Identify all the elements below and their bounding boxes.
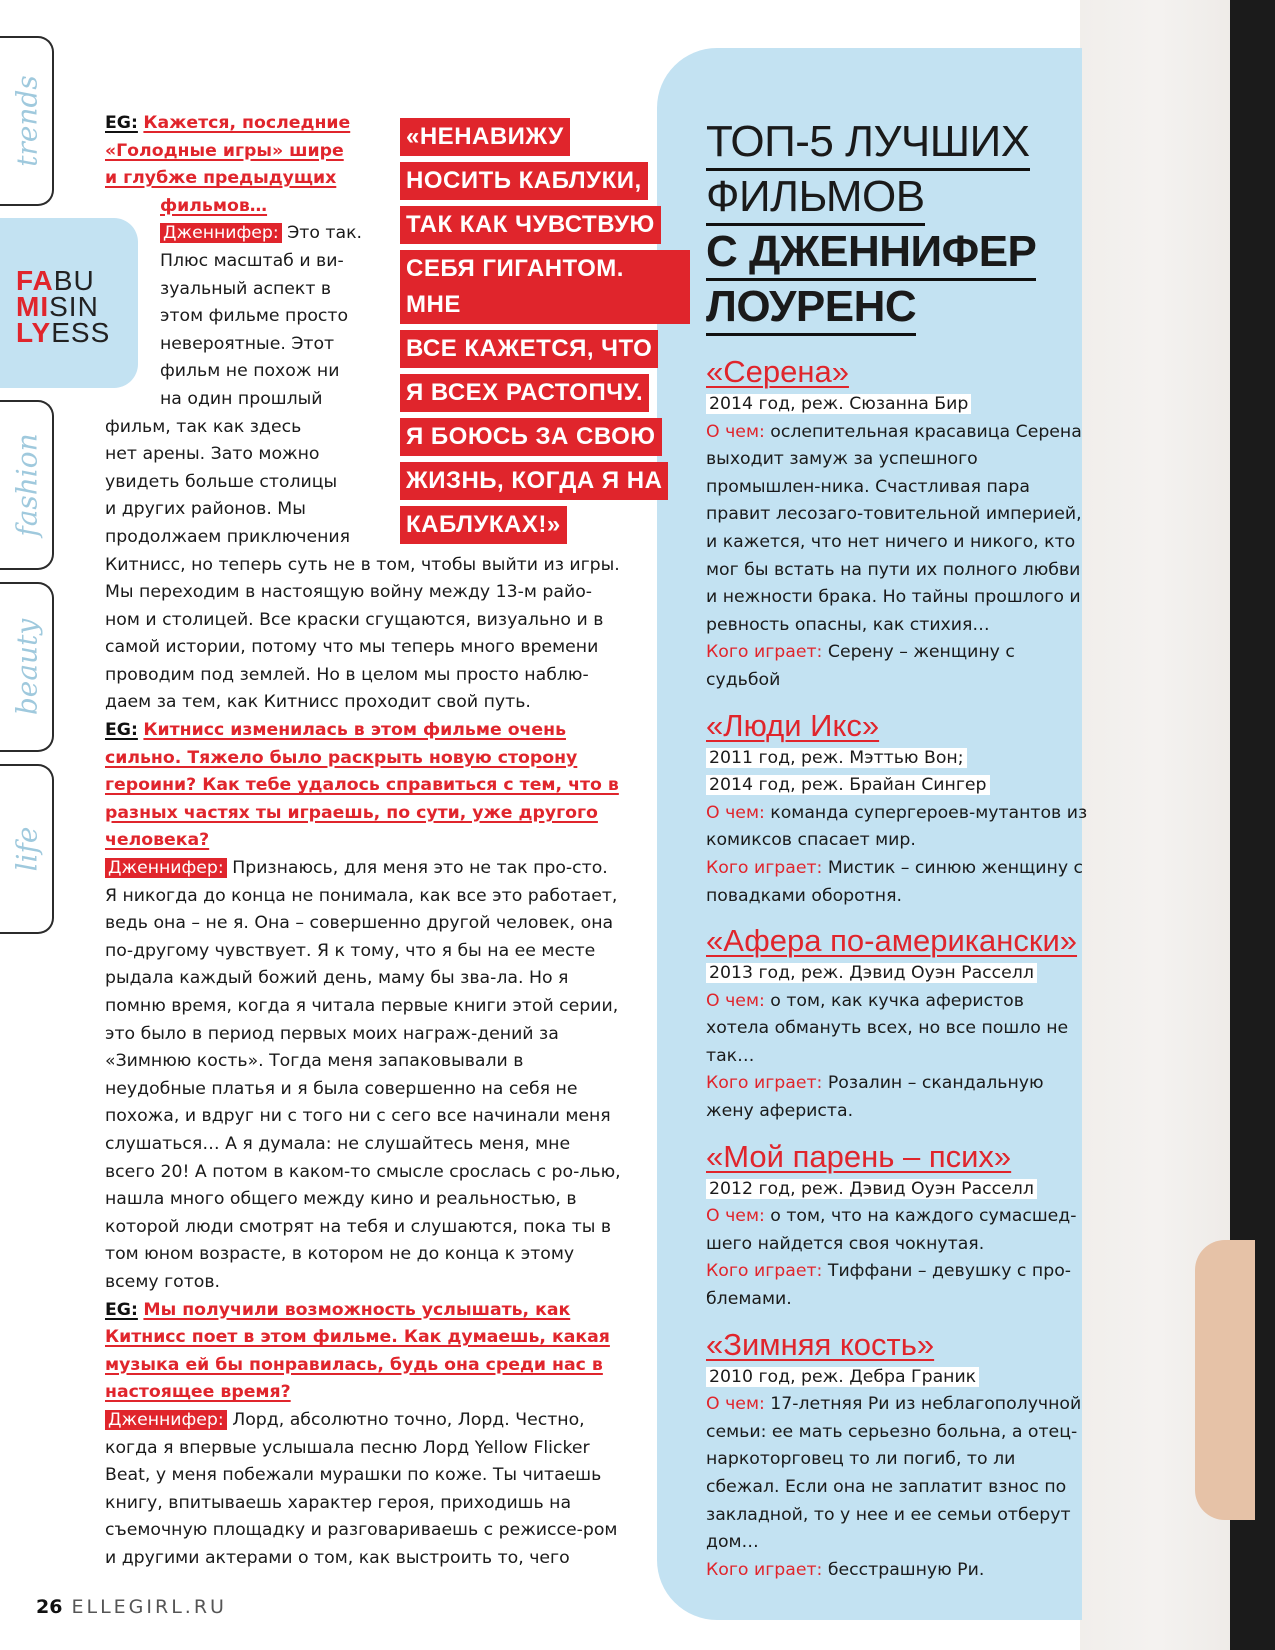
page-footer: [36, 1596, 227, 1618]
question-1-line: «Голодные игры» шире: [105, 140, 344, 161]
tab-label: fashion: [10, 433, 44, 537]
film-about: ослепительная красавица Серена выходит замуж за успешного промышлен-ника. Счастливая пара правит лесозаго-товительной империей, и кажется, что нет ничего и никого, кто мог бы встать на пути их полного любви и нежности брака. Но тайны прошлого и ревность опасны, как стихия…: [706, 421, 1082, 635]
answer-2: Дженнифер: Признаюсь, для меня это не так про-сто. Я никогда до конца не понимала, как все это работает, ведь она – не я. Она – совершенно другой человек, она по-другому чувствует. Я к тому, что я бы на ее месте рыдала каждый божий день, маму бы зва-ла. Но я помню время, когда я читала первые книги этой серии, это было в период первых моих награж-дений за «Зимнюю кость». Тогда меня запаковывали в неудобные платья и я была совершенно на себя не похожа, и вдруг ни с того ни с сего все начинали меня слушаться… А я думала: не слушайтесь меня, мне всего 20! А потом в каком-то смысле срослась с ро-лью, нашла много общего между кино и реальностью, в которой люди смотрят на тебя и слушаются, пока ты в том юном возрасте, в котором не до конца к этому всему готов.: [105, 858, 621, 1292]
pull-quote: [400, 118, 690, 550]
answer-3: Дженнифер: Лорд, абсолютно точно, Лорд. Честно, когда я впервые услышала песню Лорд Yellow Flicker Beat, у меня побежали мурашки по коже. Ты читаешь книгу, впитываешь характер героя, приходишь на съемочную площадку и разговариваешь с режиссе-ром и другими актерами о том, как выстроить то, чего: [105, 1409, 618, 1568]
films-list: [706, 355, 1091, 1598]
heading-line: С ДЖЕННИФЕР: [706, 226, 1036, 281]
pull-quote-line: СЕБЯ ГИГАНТОМ. МНЕ: [400, 250, 690, 324]
film-item: «Афера по-американски» 2013 год, реж. Дэвид Оуэн Расселл О чем: о том, как кучка аферистов хотела обмануть всех, но все пошло не так… Кого играет: Розалин – скандальную жену афериста.: [706, 924, 1091, 1126]
pull-quote-line: НОСИТЬ КАБЛУКИ,: [400, 162, 648, 200]
film-about: о том, что на каждого сумасшед-шего найдется своя чокнутая.: [706, 1206, 1077, 1254]
film-meta: 2010 год, реж. Дебра Граник: [706, 1367, 979, 1387]
answer-line: невероятные. Этот: [160, 333, 335, 354]
fabulous-logo: FABU MISIN LYESS: [16, 265, 111, 348]
site-url[interactable]: ELLEGIRL.RU: [62, 1596, 227, 1618]
film-title: «Серена»: [706, 354, 849, 389]
answer-line: фильм, так как здесь: [105, 416, 302, 437]
tab-life[interactable]: [0, 764, 54, 934]
photo-hand: [1195, 1240, 1255, 1520]
film-about: 17-летняя Ри из неблагополучной семьи: ее мать серьезно больна, а отец-наркоторговец то ли погиб, то ли сбежал. Если она не заплатит взнос по закладной, то у нее и ее семьи отберут дом…: [706, 1394, 1082, 1553]
answer-line: и других районов. Мы: [105, 499, 306, 520]
answer-1: Дженнифер: Это так.: [105, 220, 405, 248]
film-role: бесстрашную Ри.: [822, 1559, 985, 1580]
film-meta: 2014 год, реж. Сюзанна Бир: [706, 394, 971, 414]
film-title: «Мой парень – псих»: [706, 1138, 1012, 1174]
pull-quote-line: ВСЕ КАЖЕТСЯ, ЧТО: [400, 330, 658, 368]
top5-heading: [706, 116, 1096, 336]
pull-quote-line: ТАК КАК ЧУВСТВУЮ: [400, 206, 661, 244]
answer-line: зуальный аспект в: [160, 278, 332, 299]
pull-quote-line: КАБЛУКАХ!»: [400, 506, 567, 544]
question-2: EG: Китнисс изменилась в этом фильме очень сильно. Тяжело было раскрыть новую сторону героини? Как тебе удалось справиться с тем, что в разных частях ты играешь, по сути, уже другого человека?: [105, 720, 619, 851]
film-role: Тиффани – девушку с про-блемами.: [706, 1261, 1072, 1310]
tab-label: beauty: [10, 618, 44, 716]
section-tabs: [0, 36, 56, 941]
film-role: Розалин – скандальную жену афериста.: [706, 1073, 1044, 1122]
film-meta: 2011 год, реж. Мэттью Вон;: [706, 748, 967, 768]
film-about: команда супергероев-мутантов из комиксов спасает мир.: [706, 802, 1088, 851]
film-meta: 2014 год, реж. Брайан Сингер: [706, 775, 990, 795]
film-role: Мистик – синюю женщину с повадками оборотня.: [706, 857, 1084, 906]
tab-fashion[interactable]: [0, 400, 54, 570]
answer-line: фильм не похож ни: [160, 361, 340, 382]
film-item: «Зимняя кость» 2010 год, реж. Дебра Граник О чем: 17-летняя Ри из неблагополучной семьи: ее мать серьезно больна, а отец-наркоторговец то ли погиб, то ли сбежал. Если она не заплатит взнос по закладной, то у нее и ее семьи отберут дом… Кого играет: бесстрашную Ри.: [706, 1328, 1091, 1585]
question-1-line: фильмов…: [160, 195, 268, 216]
heading-line: ЛОУРЕНС: [706, 281, 916, 336]
page-number: 26: [36, 1596, 63, 1618]
tab-beauty[interactable]: [0, 582, 54, 752]
answer-line: нет арены. Зато можно: [105, 444, 320, 465]
answer-1-rest: Китнисс, но теперь суть не в том, чтобы выйти из игры. Мы переходим в настоящую войну между 13-м райо-ном и столицей. Все краски сгущаются, визуально и в самой истории, потому что мы теперь много времени проводим под землей. Но в целом мы просто наблю-даем за тем, как Китнисс проходит свой путь.: [105, 554, 620, 713]
question-1: EG: Кажется, последние: [105, 113, 351, 133]
heading-line: ТОП-5 ЛУЧШИХ: [706, 116, 1030, 171]
film-meta: 2012 год, реж. Дэвид Оуэн Расселл: [706, 1179, 1037, 1199]
film-item: «Мой парень – псих» 2012 год, реж. Дэвид Оуэн Расселл О чем: о том, что на каждого сумасшед-шего найдется своя чокнутая. Кого играет: Тиффани – девушку с про-блемами.: [706, 1140, 1091, 1314]
answer-line: увидеть больше столицы: [105, 471, 338, 492]
answer-line: на один прошлый: [160, 388, 323, 409]
answer-line: продолжаем приключения: [105, 526, 351, 547]
answer-line: Плюс масштаб и ви-: [160, 250, 344, 271]
tab-label: life: [10, 826, 44, 872]
question-1-line: и глубже предыдущих: [105, 168, 337, 189]
film-role: Серену – женщину с судьбой: [706, 642, 1015, 690]
pull-quote-line: «НЕНАВИЖУ: [400, 118, 570, 156]
film-meta: 2013 год, реж. Дэвид Оуэн Расселл: [706, 963, 1037, 983]
film-title: «Люди Икс»: [706, 707, 880, 743]
tab-trends[interactable]: [0, 36, 54, 206]
answer-line: этом фильме просто: [160, 306, 349, 327]
portrait-photo: [1080, 0, 1275, 1650]
film-about: о том, как кучка аферистов хотела обмануть всех, но все пошло не так…: [706, 990, 1069, 1066]
film-item: «Серена» 2014 год, реж. Сюзанна Бир О чем: ослепительная красавица Серена выходит замуж за успешного промышлен-ника. Счастливая пара правит лесозаго-товительной империей, и кажется, что нет ничего и никого, кто мог бы встать на пути их полного любви и нежности брака. Но тайны прошлого и ревность опасны, как стихия… Кого играет: Серену – женщину с судьбой: [706, 355, 1091, 695]
pull-quote-line: Я ВСЕХ РАСТОПЧУ.: [400, 374, 649, 412]
film-item: «Люди Икс» 2011 год, реж. Мэттью Вон; 2014 год, реж. Брайан Сингер О чем: команда супергероев-мутантов из комиксов спасает мир. Кого играет: Мистик – синюю женщину с повадками оборотня.: [706, 709, 1091, 911]
film-title: «Зимняя кость»: [706, 1326, 935, 1362]
film-title: «Афера по-американски»: [706, 923, 1078, 959]
heading-line: ФИЛЬМОВ: [706, 171, 925, 226]
pull-quote-line: Я БОЮСЬ ЗА СВОЮ: [400, 418, 662, 456]
pull-quote-line: ЖИЗНЬ, КОГДА Я НА: [400, 462, 668, 500]
tab-label: trends: [10, 75, 44, 167]
question-3: EG: Мы получили возможность услышать, как Китнисс поет в этом фильме. Как думаешь, какая музыка ей бы понравилась, будь она среди нас в настоящее время?: [105, 1299, 610, 1403]
